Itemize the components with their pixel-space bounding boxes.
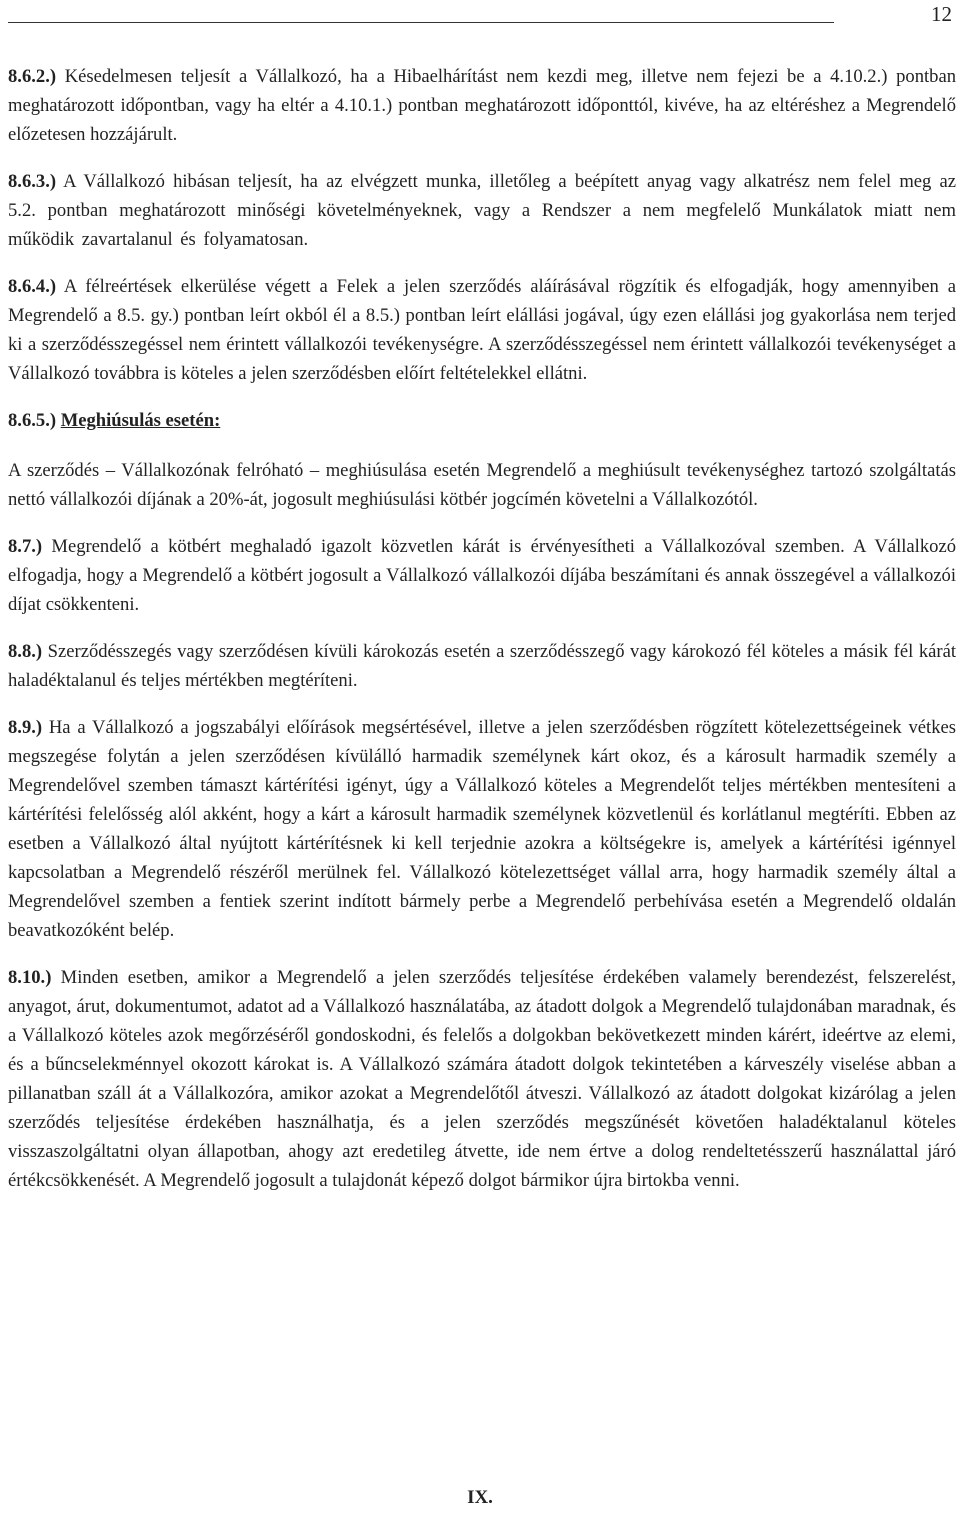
paragraph-8-6-2 — [8, 62, 956, 149]
chapter-heading: IX. — [467, 1487, 493, 1508]
paragraph-text: Megrendelő a kötbért meghaladó igazolt közvetlen kárát is érvényesítheti a Vállalkozóval szemben. A Vállalkozó elfogadja, hogy a Megrendelő a kötbért jogosult a Vállalkozó vállalkozói díjába beszámítani és annak összegével a vállalkozói díjat csökkenteni. — [8, 536, 956, 615]
section-number: 8.6.3.) — [8, 171, 57, 192]
paragraph-8-6-4 — [8, 272, 956, 388]
section-number: 8.6.5.) — [8, 410, 57, 431]
paragraph-8-6-5 — [8, 456, 956, 514]
document-body — [8, 62, 956, 1213]
section-number: 8.6.4.) — [8, 276, 57, 297]
paragraph-8-6-3 — [8, 167, 956, 254]
paragraph-text: A Vállalkozó hibásan teljesít, ha az elvégzett munka, illetőleg a beépített anyag vagy alkatrész nem felel meg az 5.2. pontban meghatározott minőségi követelményeknek, vagy a Rendszer a nem megfelelő Munkálatok miatt nem működik zavartalanul és folyamatosan. — [8, 171, 956, 250]
paragraph-8-9 — [8, 713, 956, 945]
section-number: 8.7.) — [8, 536, 43, 557]
paragraph-8-8 — [8, 637, 956, 695]
paragraph-text: Ha a Vállalkozó a jogszabályi előírások megsértésével, illetve a jelen szerződésben rögzített kötelezettségeinek vétkes megszegése folytán a jelen szerződésen kívülálló harmadik személynek kárt okoz, és a károsult harmadik személy a Megrendelővel szemben támaszt kártérítési igényt, úgy a Vállalkozó köteles a Megrendelőt teljes mértékben mentesíteni a kártérítési felelősség alól akként, hogy a kárt a károsult harmadik személynek közvetlenül és korlátlanul megtéríti. Ebben az esetben a Vállalkozó által nyújtott kártérítésnek ki kell terjednie azokra a költségekre is, amelyek a kártérítési igénnyel kapcsolatban a Megrendelő részéről merülnek fel. Vállalkozó kötelezettséget vállal arra, hogy harmadik személy által a Megrendelővel szemben a fentiek szerint indított bármely perbe a Megrendelő perbehívása esetén a Megrendelő oldalán beavatkozóként belép. — [8, 717, 956, 941]
paragraph-8-10 — [8, 963, 956, 1195]
section-number: 8.9.) — [8, 717, 43, 738]
section-heading-text: Meghiúsulás esetén: — [60, 410, 221, 431]
paragraph-text: A félreértések elkerülése végett a Felek a jelen szerződés aláírásával rögzítik és elfogadják, hogy amennyiben a Megrendelő a 8.5. gy.) pontban leírt okból él a 8.5.) pontban leírt elállási jogával, úgy ezen elállási jog gyakorlása nem terjed ki a szerződésszegéssel nem érintett vállalkozói tevékenységre. A szerződésszegéssel nem érintett vállalkozói tevékenységet a Vállalkozó továbbra is köteles a jelen szerződésben előírt feltételekkel ellátni. — [8, 276, 956, 384]
section-number: 8.8.) — [8, 641, 43, 662]
header-rule — [8, 22, 834, 23]
section-number: 8.10.) — [8, 967, 52, 988]
section-number: 8.6.2.) — [8, 66, 57, 87]
paragraph-text: Szerződésszegés vagy szerződésen kívüli károkozás esetén a szerződésszegő vagy károkozó fél köteles a másik fél kárát haladéktalanul és teljes mértékben megtéríteni. — [8, 641, 956, 691]
paragraph-text: A szerződés – Vállalkozónak felróható – meghiúsulása esetén Megrendelő a meghiúsult tevékenységhez tartozó szolgáltatás nettó vállalkozói díjának a 20%-át, jogosult meghiúsulási kötbér jogcímén követelni a Vállalkozótól. — [8, 460, 956, 510]
paragraph-text: Késedelmesen teljesít a Vállalkozó, ha a Hibaelhárítást nem kezdi meg, illetve nem fejezi be a 4.10.2.) pontban meghatározott időpontban, vagy ha eltér a 4.10.1.) pontban meghatározott időponttól, kivéve, ha az eltéréshez a Megrendelő előzetesen hozzájárult. — [8, 66, 956, 145]
section-heading-8-6-5 — [8, 406, 956, 435]
paragraph-8-7 — [8, 532, 956, 619]
paragraph-text: Minden esetben, amikor a Megrendelő a jelen szerződés teljesítése érdekében valamely berendezést, felszerelést, anyagot, árut, dokumentumot, adatot ad a Vállalkozó használatába, az átadott dolgok a Megrendelő tulajdonában maradnak, és a Vállalkozó köteles azok megőrzéséről gondoskodni, és felelős a dolgokban bekövetkezett minden kárért, ideértve az elemi, és a bűncselekménnyel okozott károkat is. A Vállalkozó számára átadott dolgok tekintetében a kárveszély viselése abban a pillanatban száll át a Vállalkozóra, amikor azokat a Megrendelőtől átveszi. Vállalkozó az átadott dolgokat kizárólag a jelen szerződés teljesítése érdekében használhatja, és a jelen szerződés megszűnését követően haladéktalanul köteles visszaszolgáltatni olyan állapotban, ahogy azt eredetileg átvette, ide nem értve a dolog rendeltetésszerű használattal járó értékcsökkenését. A Megrendelő jogosult a tulajdonát képező dolgot bármikor újra birtokba venni. — [8, 967, 956, 1191]
page-number: 12 — [931, 2, 952, 26]
